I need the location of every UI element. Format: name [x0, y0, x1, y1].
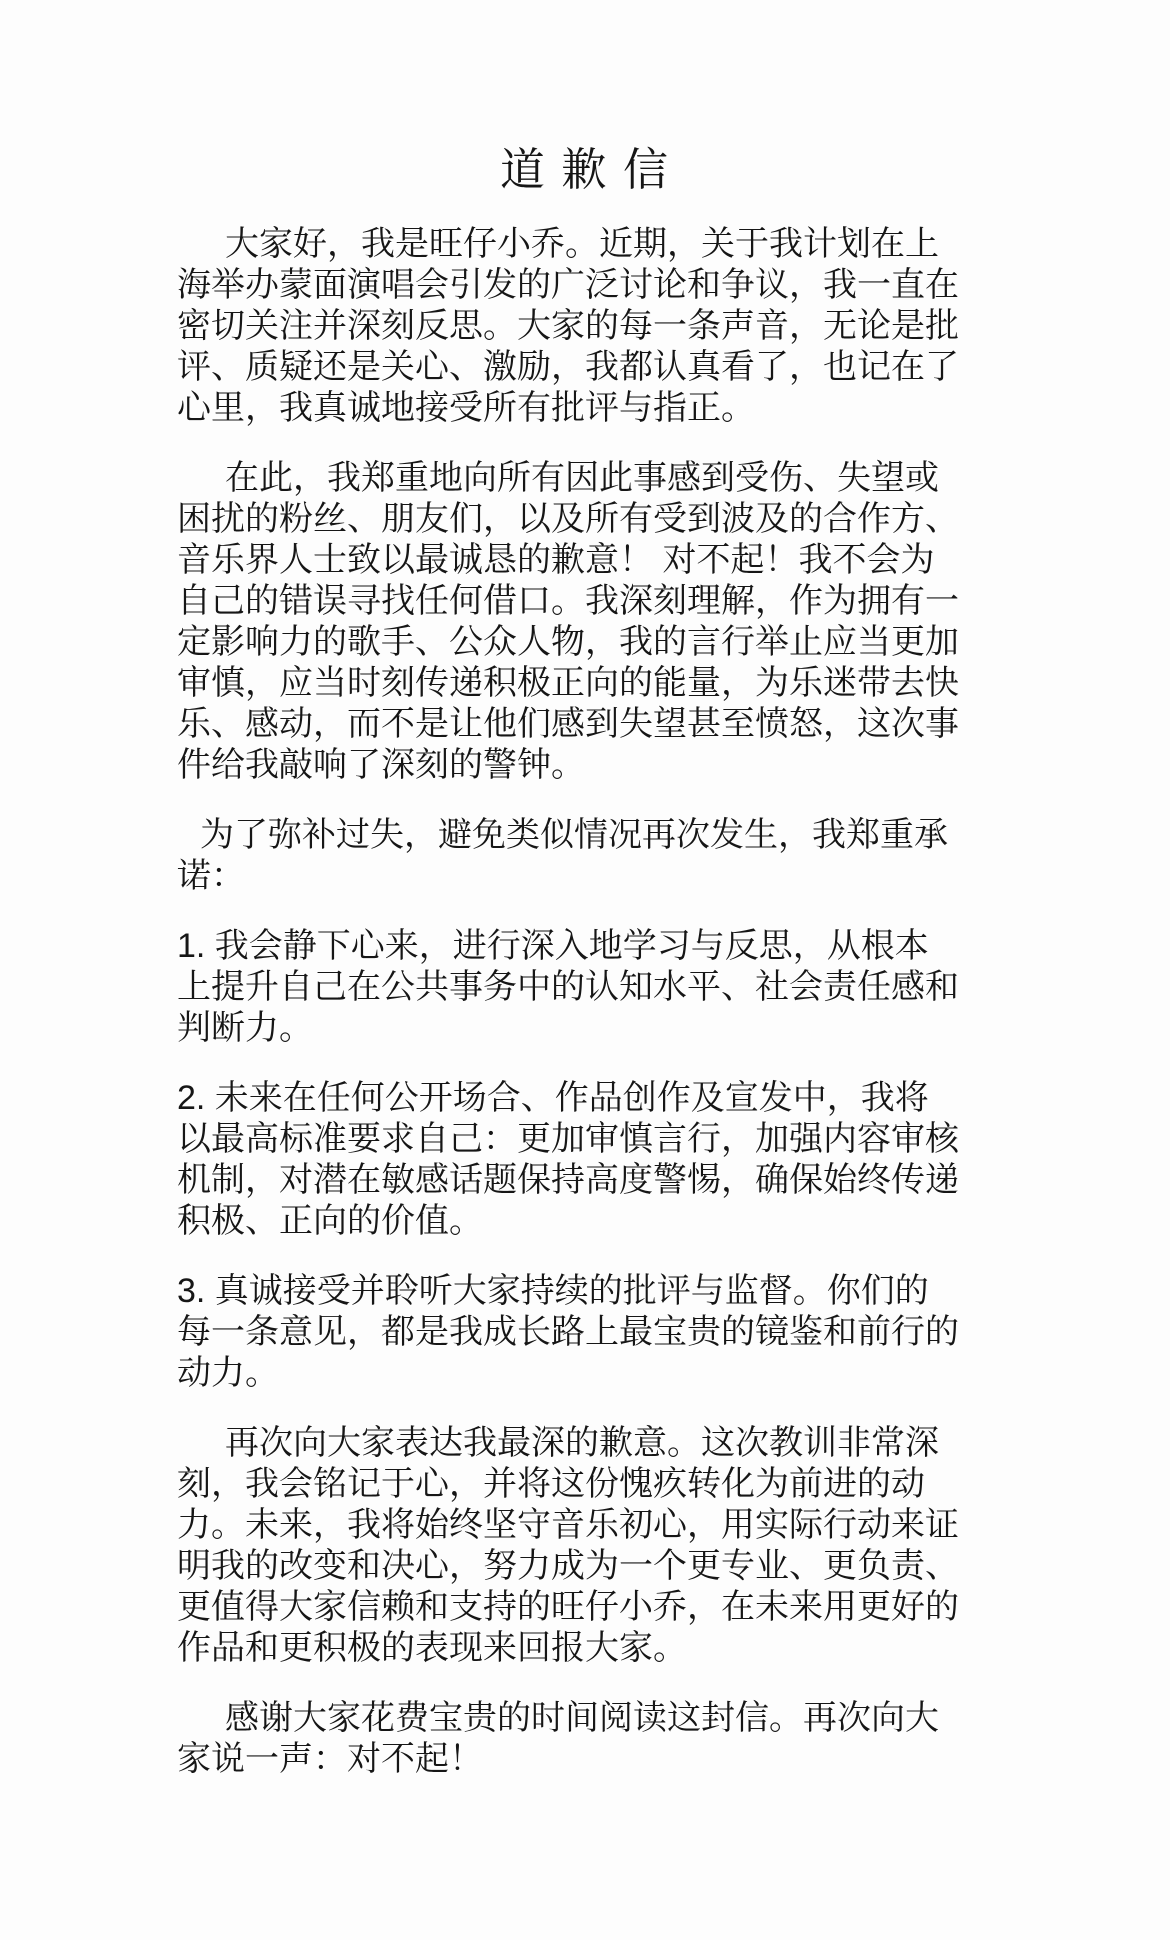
page-title: 道 歉 信 — [499, 144, 670, 195]
text-line: 音乐界人士致以最诚恳的歉意！ 对不起！我不会为 — [177, 541, 935, 579]
text-line: 更值得大家信赖和支持的旺仔小乔，在未来用更好的 — [177, 1588, 959, 1626]
text-line: 乐、感动，而不是让他们感到失望甚至愤怒，这次事 — [177, 705, 959, 743]
text-line: 明我的改变和决心，努力成为一个更专业、更负责、 — [177, 1547, 959, 1585]
text-line: 密切关注并深刻反思。大家的每一条声音，无论是批 — [177, 307, 959, 345]
text-line: 困扰的粉丝、朋友们，以及所有受到波及的合作方、 — [177, 500, 959, 538]
paragraph — [177, 458, 1170, 786]
text-line: 上提升自己在公共事务中的认知水平、社会责任感和 — [177, 968, 959, 1006]
text-line: 再次向大家表达我最深的歉意。这次教训非常深 — [225, 1424, 939, 1462]
text-line: 机制，对潜在敏感话题保持高度警惕，确保始终传递 — [177, 1161, 959, 1199]
text-line: 评、质疑还是关心、激励，我都认真看了，也记在了 — [177, 348, 959, 386]
text-line: 每一条意见，都是我成长路上最宝贵的镜鉴和前行的 — [177, 1313, 959, 1351]
paragraph — [177, 815, 1170, 897]
numbered-paragraph — [177, 1078, 1170, 1242]
text-line: 件给我敲响了深刻的警钟。 — [177, 746, 585, 784]
text-line: 定影响力的歌手、公众人物，我的言行举止应当更加 — [177, 623, 959, 661]
text-line: 作品和更积极的表现来回报大家。 — [177, 1629, 687, 1667]
text-line: 积极、正向的价值。 — [177, 1202, 483, 1240]
numbered-paragraph — [177, 926, 1170, 1049]
text-line: 以最高标准要求自己：更加审慎言行，加强内容审核 — [177, 1120, 959, 1158]
text-line: 在此，我郑重地向所有因此事感到受伤、失望或 — [225, 459, 939, 497]
text-line: 心里，我真诚地接受所有批评与指正。 — [177, 389, 755, 427]
numbered-paragraph — [177, 1271, 1170, 1394]
letter-body — [177, 224, 1170, 1780]
text-line: 2. 未来在任何公开场合、作品创作及宣发中，我将 — [177, 1079, 929, 1117]
text-line: 大家好，我是旺仔小乔。近期，关于我计划在上 — [225, 225, 939, 263]
text-line: 3. 真诚接受并聆听大家持续的批评与监督。你们的 — [177, 1272, 929, 1310]
text-line: 诺： — [177, 857, 245, 895]
apology-letter-page — [0, 144, 1170, 1940]
paragraph — [177, 224, 1170, 429]
text-line: 刻，我会铭记于心，并将这份愧疚转化为前进的动 — [177, 1465, 925, 1503]
text-line: 为了弥补过失，避免类似情况再次发生，我郑重承 — [200, 816, 948, 854]
text-line: 审慎，应当时刻传递积极正向的能量，为乐迷带去快 — [177, 664, 959, 702]
text-line: 力。未来，我将始终坚守音乐初心，用实际行动来证 — [177, 1506, 959, 1544]
text-line: 1. 我会静下心来，进行深入地学习与反思，从根本 — [177, 927, 929, 965]
text-line: 自己的错误寻找任何借口。我深刻理解，作为拥有一 — [177, 582, 959, 620]
paragraph — [177, 1423, 1170, 1669]
text-line: 家说一声：对不起！ — [177, 1740, 483, 1778]
paragraph — [177, 1698, 1170, 1780]
text-line: 动力。 — [177, 1354, 279, 1392]
text-line: 感谢大家花费宝贵的时间阅读这封信。再次向大 — [225, 1699, 939, 1737]
text-line: 判断力。 — [177, 1009, 313, 1047]
text-line: 海举办蒙面演唱会引发的广泛讨论和争议，我一直在 — [177, 266, 959, 304]
